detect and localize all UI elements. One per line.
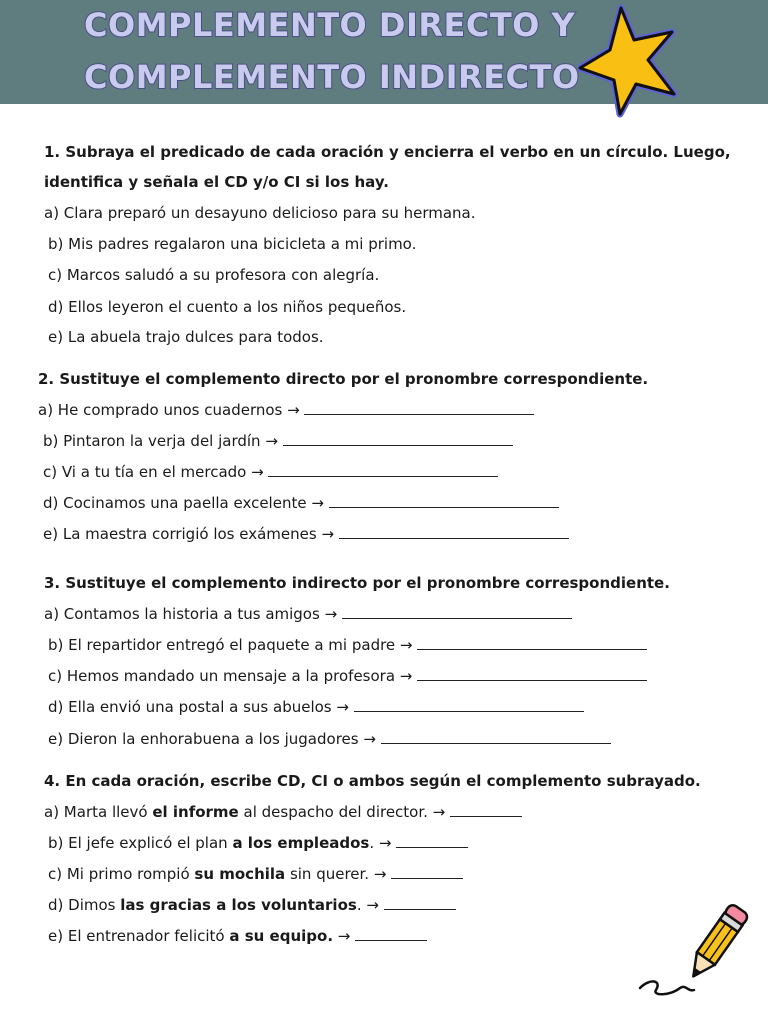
- sentence-text: sin querer. →: [285, 865, 387, 883]
- sentence-text: al despacho del director. →: [238, 803, 446, 821]
- answer-blank[interactable]: [450, 802, 522, 817]
- section3-item-a: [44, 604, 572, 624]
- underlined-complement: su mochila: [194, 865, 286, 883]
- section2-heading: 2. Sustituye el complemento directo por el pronombre correspondiente.: [38, 370, 649, 388]
- answer-blank[interactable]: [268, 462, 498, 477]
- section3-item-e: [48, 729, 611, 749]
- section4-item-e: [48, 926, 427, 946]
- section2-item-d-text: d) Cocinamos una paella excelente →: [43, 494, 324, 512]
- answer-blank[interactable]: [391, 864, 463, 879]
- section3-item-e-text: e) Dieron la enhorabuena a los jugadores →: [48, 730, 376, 748]
- section1-item-a: a) Clara preparó un desayuno delicioso para su hermana.: [44, 204, 476, 222]
- answer-blank[interactable]: [381, 729, 611, 744]
- underlined-complement: el informe: [152, 803, 239, 821]
- section4-item-b: [48, 833, 468, 853]
- section2-item-a-text: a) He comprado unos cuadernos →: [38, 401, 300, 419]
- underlined-complement: las gracias a los voluntarios: [120, 896, 357, 914]
- section1-heading-line2: identifica y señala el CD y/o CI si los hay.: [44, 173, 389, 191]
- sentence-text: c) Mi primo rompió: [48, 865, 195, 883]
- sentence-text: d) Dimos: [48, 896, 121, 914]
- answer-blank[interactable]: [396, 833, 468, 848]
- sentence-text: . →: [356, 896, 379, 914]
- section1-item-c: c) Marcos saludó a su profesora con alegría.: [48, 266, 380, 284]
- answer-blank[interactable]: [354, 697, 584, 712]
- section4-item-d: [48, 895, 456, 915]
- section4-heading: 4. En cada oración, escribe CD, CI o ambos según el complemento subrayado.: [44, 772, 701, 790]
- section1-item-d: d) Ellos leyeron el cuento a los niños pequeños.: [48, 298, 407, 316]
- sentence-text: →: [333, 927, 351, 945]
- sentence-text: b) El jefe explicó el plan: [48, 834, 233, 852]
- answer-blank[interactable]: [417, 666, 647, 681]
- section3-item-d-text: d) Ella envió una postal a sus abuelos →: [48, 698, 349, 716]
- section3-item-b-text: b) El repartidor entregó el paquete a mi padre →: [48, 636, 413, 654]
- section3-item-c-text: c) Hemos mandado un mensaje a la profesora →: [48, 667, 413, 685]
- section1-item-e: e) La abuela trajo dulces para todos.: [48, 328, 324, 346]
- sentence-text: . →: [369, 834, 392, 852]
- section2-item-b: [43, 431, 513, 451]
- underlined-complement: a su equipo.: [229, 927, 334, 945]
- section2-item-e: [43, 524, 569, 544]
- answer-blank[interactable]: [329, 493, 559, 508]
- section4-item-a: [44, 802, 522, 822]
- answer-blank[interactable]: [355, 926, 427, 941]
- answer-blank[interactable]: [417, 635, 647, 650]
- answer-blank[interactable]: [339, 524, 569, 539]
- answer-blank[interactable]: [384, 895, 456, 910]
- page-title-line2: COMPLEMENTO INDIRECTO: [84, 58, 580, 96]
- sentence-text: e) El entrenador felicitó: [48, 927, 230, 945]
- section2-item-c: [43, 462, 498, 482]
- section2-item-d: [43, 493, 559, 513]
- section3-item-d: [48, 697, 584, 717]
- section3-item-a-text: a) Contamos la historia a tus amigos →: [44, 605, 338, 623]
- section2-item-a: [38, 400, 534, 420]
- pencil-icon: [632, 900, 752, 1004]
- section2-item-b-text: b) Pintaron la verja del jardín →: [43, 432, 278, 450]
- section1-heading-line1: 1. Subraya el predicado de cada oración y encierra el verbo en un círculo. Luego,: [44, 143, 731, 161]
- section2-item-e-text: e) La maestra corrigió los exámenes →: [43, 525, 335, 543]
- sentence-text: a) Marta llevó: [44, 803, 153, 821]
- section4-item-c: [48, 864, 463, 884]
- section3-item-b: [48, 635, 647, 655]
- star-icon: [578, 2, 694, 118]
- answer-blank[interactable]: [342, 604, 572, 619]
- section3-heading: 3. Sustituye el complemento indirecto por el pronombre correspondiente.: [44, 574, 670, 592]
- section2-item-c-text: c) Vi a tu tía en el mercado →: [43, 463, 264, 481]
- page-title-line1: COMPLEMENTO DIRECTO Y: [84, 6, 576, 44]
- section1-item-b: b) Mis padres regalaron una bicicleta a mi primo.: [48, 235, 417, 253]
- answer-blank[interactable]: [304, 400, 534, 415]
- section3-item-c: [48, 666, 647, 686]
- answer-blank[interactable]: [283, 431, 513, 446]
- underlined-complement: a los empleados: [232, 834, 370, 852]
